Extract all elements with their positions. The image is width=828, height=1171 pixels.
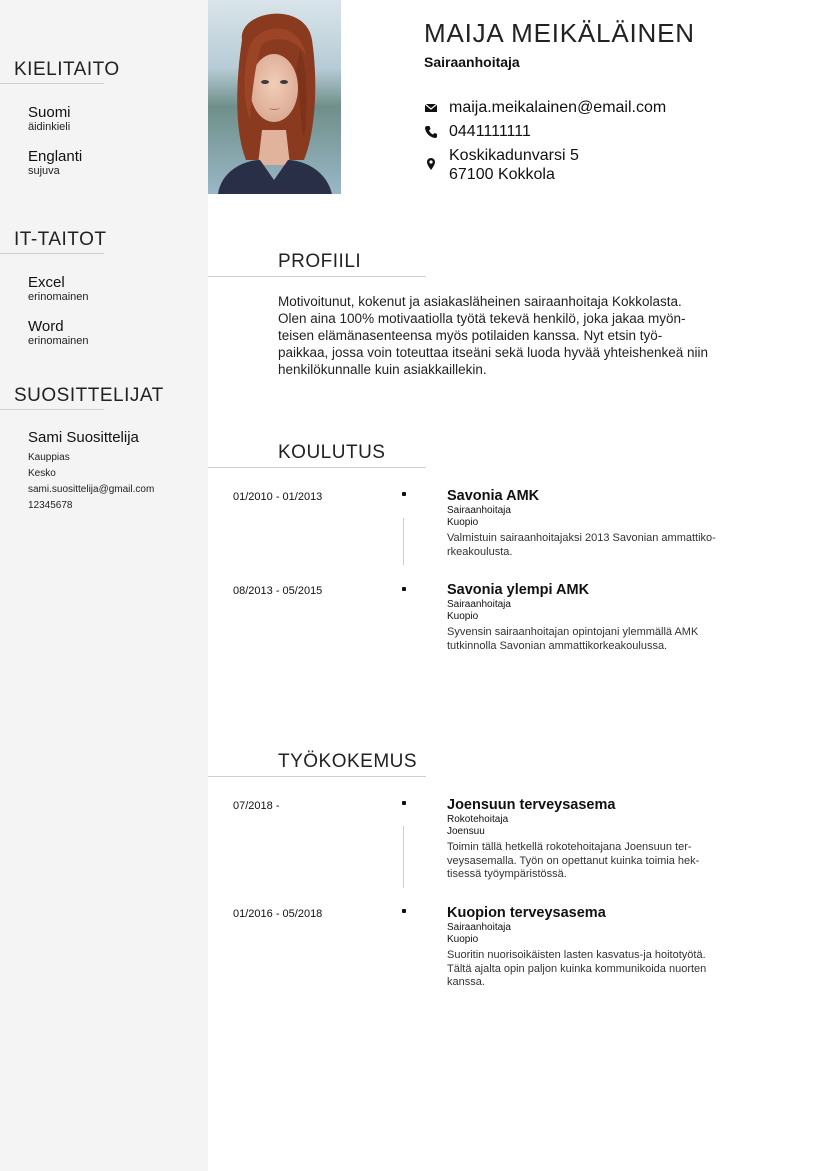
description-line: tutkinnolla Savonian ammattikorkeakoulussa. [447,639,668,652]
experience-city: Kuopio [447,934,479,945]
it-skill-name: Word [28,318,64,335]
education-org: Savonia AMK [447,488,540,504]
experience-entry [447,905,767,990]
full-name: MAIJA MEIKÄLÄINEN [424,18,695,48]
profile-line: Olen aina 100% motivaatiolla työtä tekevä henkilö, joka jakaa myön- [278,311,686,326]
education-divider [208,467,426,468]
references-section [0,385,208,514]
experience-org: Joensuun terveysasema [447,797,616,813]
experience-date: 01/2016 - 05/2018 [233,908,323,920]
envelope-icon [424,101,438,115]
sidebar [0,0,208,1171]
description-line: kanssa. [447,976,485,988]
it-skill-item-1 [0,274,208,304]
language-level: äidinkieli [28,121,71,133]
header-name-block [424,18,804,70]
timeline-dot [402,909,406,913]
reference-name: Sami Suosittelija [28,429,139,446]
education-date: 01/2010 - 01/2013 [233,491,323,503]
experience-role: Rokotehoitaja [447,814,509,825]
it-skill-name: Excel [28,274,65,291]
reference-email: sami.suosittelija@gmail.com [28,484,155,495]
profile-line: paikkaa, jossa voin toteuttaa itseäni sekä luoda hyvää yhteishenkeä niin [278,345,709,360]
contact-address-line2: 67100 Kokkola [449,166,555,183]
experience-city: Joensuu [447,826,485,837]
profile-divider [208,276,426,277]
profile-section-header [208,251,426,277]
timeline-dot [402,801,406,805]
languages-section [0,59,208,178]
profile-heading: PROFIILI [278,251,362,272]
timeline-line [403,518,404,565]
education-date: 08/2013 - 05/2015 [233,585,323,597]
timeline-dot [402,587,406,591]
description-line: Toimin tällä hetkellä rokotehoitajana Joensuun ter- [447,841,692,853]
education-city: Kuopio [447,611,479,622]
description-line: Valmistuin sairaanhoitajaksi 2013 Savonian ammattiko- [447,532,716,544]
reference-title: Kauppias [28,452,70,463]
references-heading: SUOSITTELIJAT [14,385,164,406]
language-name: Englanti [28,148,83,165]
reference-phone: 12345678 [28,500,73,511]
it-skill-item-2 [0,318,208,348]
education-section-header [208,442,426,468]
description-line: Syvensin sairaanhoitajan opintojani ylemmällä AMK [447,626,699,638]
job-title: Sairaanhoitaja [424,54,520,70]
languages-heading: KIELITAITO [14,59,120,80]
education-role: Sairaanhoitaja [447,599,511,610]
reference-company: Kesko [28,468,56,479]
education-role: Sairaanhoitaja [447,505,511,516]
it-skills-heading: IT-TAITOT [14,229,107,250]
education-description [447,626,767,653]
education-org: Savonia ylempi AMK [447,582,590,598]
profile-photo [208,0,341,194]
experience-date: 07/2018 - [233,800,280,812]
education-description [447,532,767,559]
education-city: Kuopio [447,517,479,528]
phone-icon [424,125,438,139]
it-skills-section [0,229,208,348]
experience-heading: TYÖKOKEMUS [278,751,418,772]
description-line: rkeakoulusta. [447,545,513,558]
timeline-line [403,826,404,888]
experience-entry [447,797,767,882]
languages-divider [0,83,104,84]
profile-line: henkilökunnalle kuin asiakkaillekin. [278,362,487,377]
contact-address-line1: Koskikadunvarsi 5 [449,147,579,164]
references-divider [0,409,104,410]
profile-line: teisen elämänasenteensa myös potilaiden kanssa. Nyt etsin työ- [278,328,663,343]
experience-org: Kuopion terveysasema [447,905,606,921]
description-line: Tältä ajalta opin paljon kuinka kommunikoida nuorten [447,962,707,975]
experience-divider [208,776,426,777]
description-line: tisessä työympäristössä. [447,868,567,880]
contact-phone[interactable]: 0441111111 [449,123,531,140]
education-entry [447,488,767,559]
experience-section-header [208,751,426,777]
education-heading: KOULUTUS [278,442,386,463]
it-skills-divider [0,253,104,254]
experience-description [447,949,767,990]
experience-description [447,841,767,882]
it-skill-level: erinomainen [28,335,89,347]
experience-role: Sairaanhoitaja [447,922,511,933]
profile-summary [278,293,768,378]
timeline-dot [402,492,406,496]
language-item-2 [0,148,208,178]
contact-email[interactable]: maija.meikalainen@email.com [449,99,667,116]
description-line: veysasemalla. Työn on opettanut kuinka toimia hek- [447,854,700,867]
description-line: Suoritin nuorisoikäisten lasten kasvatus-ja hoitotyötä. [447,949,706,961]
location-pin-icon [424,157,438,171]
profile-line: Motivoitunut, kokenut ja asiakasläheinen sairaanhoitaja Kokkolasta. [278,294,682,309]
it-skill-level: erinomainen [28,291,89,303]
language-name: Suomi [28,104,71,121]
education-entry [447,582,767,653]
language-level: sujuva [28,165,60,177]
language-item-1 [0,104,208,134]
